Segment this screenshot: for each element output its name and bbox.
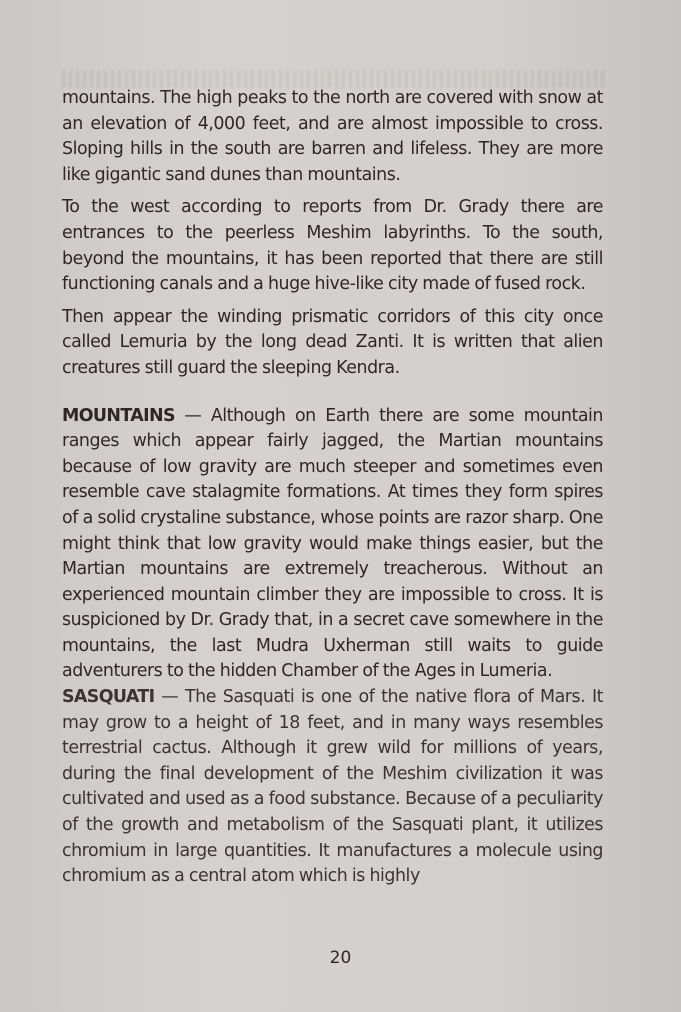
entry-separator: — — [154, 687, 185, 708]
entry-mountains — [62, 404, 603, 686]
entry-heading: SASQUATI — [62, 687, 155, 708]
body-text — [62, 86, 603, 897]
entry-sasquati — [62, 685, 603, 890]
paragraph-mountains-intro: mountains. The high peaks to the north are covered with snow at an elevation of 4,000 feet, and are almost impossible to cross. Sloping hills in the south are barren and lifeless. They are more like gigantic sand dunes than mountains. — [62, 88, 603, 185]
page-number: 20 — [329, 948, 352, 968]
paragraph-west-south: To the west according to reports from Dr. Grady there are entrances to the peerless Meshim labyrinths. To the south, beyond the mountains, it has been reported that there are still functioning canals and a huge hive-like city made of fused rock. — [62, 197, 603, 295]
entry-body: Although on Earth there are some mountain ranges which appear fairly jagged, the Martian mountains because of low gravity are much steeper and sometimes even resemble cave stalagmite formations. At times they form spires of a solid crystaline substance, whose points are razor sharp. One might think that low gravity would make things easier, but the Martian mountains are extremely treacherous. Without an experienced mountain climber they are impossible to cross. It is suspicioned by Dr. Grady that, in a secret cave somewhere in the mountains, the last Mudra Uxherman still waits to guide adventurers to the hidden Chamber of the Ages in Lumeria. — [62, 405, 603, 682]
entry-heading: MOUNTAINS — [62, 405, 175, 426]
paragraph-lemuria: Then appear the winding prismatic corridors of this city once called Lemuria by the long dead Zanti. It is written that alien creatures still guard the sleeping Kendra. — [62, 306, 603, 378]
entry-body: The Sasquati is one of the native flora of Mars. It may grow to a height of 18 feet, and in many ways resembles terrestrial cactus. Although it grew wild for millions of years, during the final development of the Meshim civilization it was cultivated and used as a food substance. Because of a peculiarity of the growth and metabolism of the Sasquati plant, it utilizes chromium in large quantities. It manufactures a molecule using chromium as a central atom which is highly — [62, 687, 603, 887]
entry-separator: — — [174, 405, 211, 426]
